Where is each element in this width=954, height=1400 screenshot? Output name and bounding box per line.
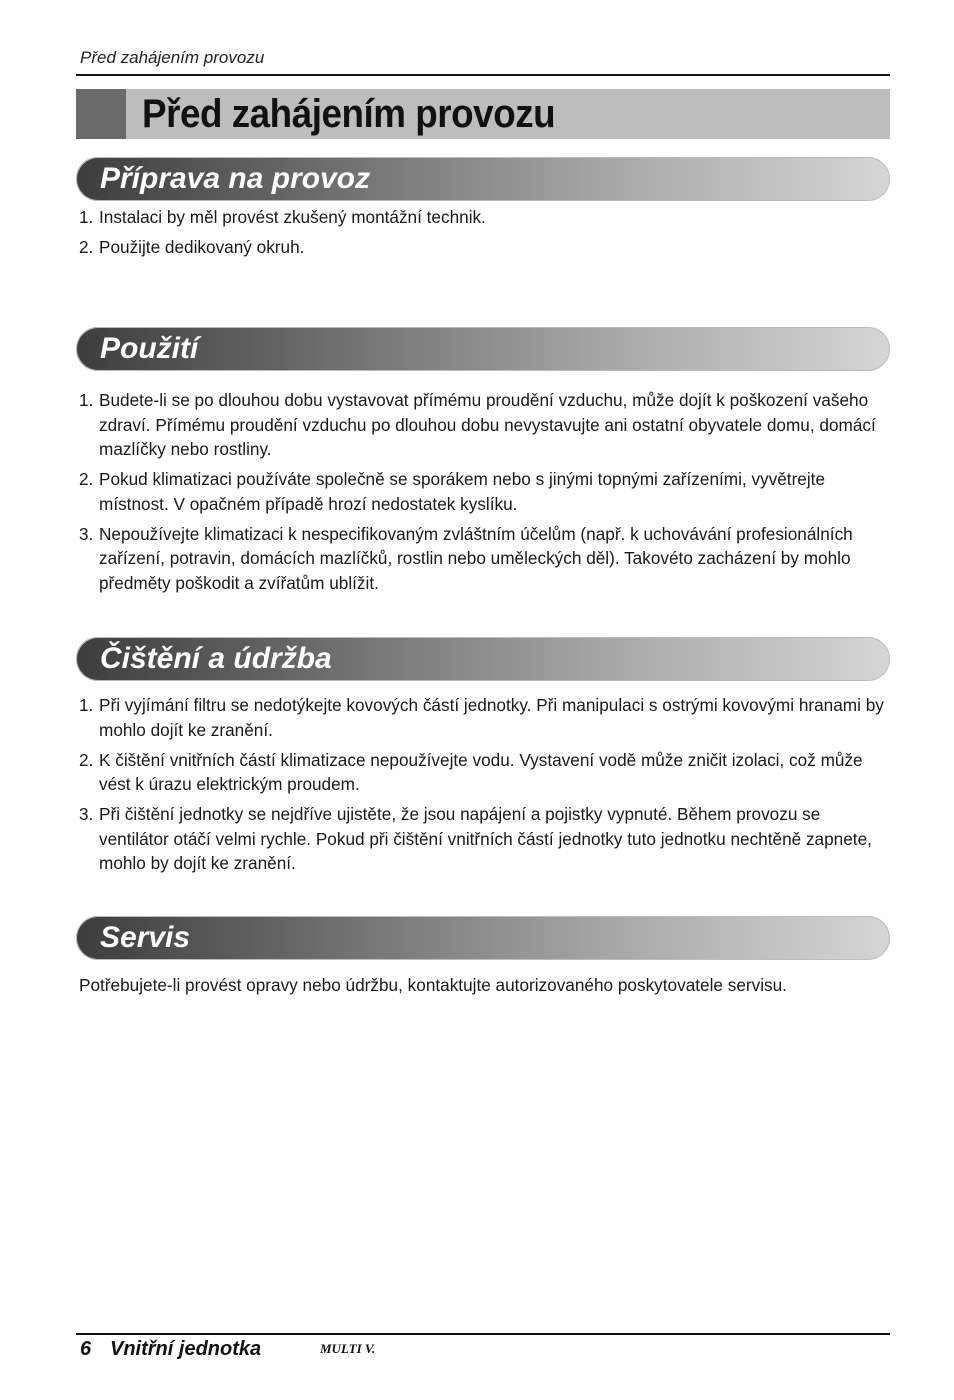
footer-label: Vnitřní jednotka [110,1338,262,1360]
section-heading-cisteni [76,637,890,681]
section-heading-text: Příprava na provoz [100,162,371,195]
section-heading-text: Použití [100,332,199,365]
item-number: 1. [79,695,94,715]
section-heading-text: Čištění a údržba [100,642,332,675]
item-number: 2. [79,749,94,770]
bottom-rule [76,1333,890,1335]
brand-text: MULTI V. [320,1341,376,1356]
list-item [79,235,884,260]
item-text: Při vyjímání filtru se nedotýkejte kovových částí jednotky. Při manipulaci s ostrými kovovými hranami by mohlo dojít ke zranění. [99,695,884,740]
top-rule [76,74,890,76]
item-number: 2. [79,469,94,489]
page-title: Před zahájením provozu [142,92,556,136]
item-number: 1. [79,207,94,227]
section-heading-text: Servis [100,921,191,954]
multi-v-logo-icon [320,1338,410,1358]
running-header: Před zahájením provozu [80,48,265,67]
page-number: 6 [80,1338,92,1360]
list-item [79,693,884,742]
item-number: 3. [79,523,94,544]
list-item [79,388,884,462]
item-text: Nepoužívejte klimatizaci k nespecifikovaným zvláštním účelům (např. k uchovávání profesionálních zařízení, potravin, domácích mazlíčků, rostlin nebo uměleckých děl). Takovéto zacházení by mohlo předměty poškodit a zvířatům ublížit. [99,523,853,593]
item-text: K čištění vnitřních částí klimatizace nepoužívejte vodu. Vystavení vodě může zničit izolaci, což může vést k úrazu elektrickým proudem. [99,749,863,794]
section-heading-pouziti [76,327,890,371]
list-item [79,467,884,516]
footer [80,1336,261,1362]
title-block [76,89,126,139]
servis-paragraph: Potřebujete-li provést opravy nebo údržbu, kontaktujte autorizovaného poskytovatele servisu. [79,975,787,995]
list-pouziti [79,388,884,601]
item-text: Budete-li se po dlouhou dobu vystavovat přímému proudění vzduchu, může dojít k poškození vašeho zdraví. Přímému proudění vzduchu po dlouhou dobu nevystavujte ani ostatní obyvatele domu, domácí mazlíčky nebo rostliny. [99,390,876,459]
title-bar [76,89,890,139]
list-item [79,205,884,230]
list-cisteni [79,693,884,881]
item-text: Pokud klimatizaci používáte společně se sporákem nebo s jinými topnými zařízeními, vyvětrejte místnost. V opačném případě hrozí nedostatek kyslíku. [99,469,826,514]
item-text: Instalaci by měl provést zkušený montážní technik. [99,207,486,227]
section-heading-servis [76,916,890,960]
item-text: Použijte dedikovaný okruh. [99,237,305,257]
brand-logo [320,1338,410,1358]
item-number: 2. [79,237,94,257]
item-text: Při čištění jednotky se nejdříve ujistěte, že jsou napájení a pojistky vypnuté. Během provozu se ventilátor otáčí velmi rychle. Pokud při čištění vnitřních částí jednotky tuto jednotku nechtěně zapnete, mohlo by dojít ke zranění. [99,804,872,873]
list-item [79,802,884,876]
list-item [79,522,884,596]
list-priprava [79,205,884,265]
list-item [79,748,884,797]
item-number: 3. [79,804,94,824]
item-number: 1. [79,390,94,410]
section-heading-priprava [76,157,890,201]
